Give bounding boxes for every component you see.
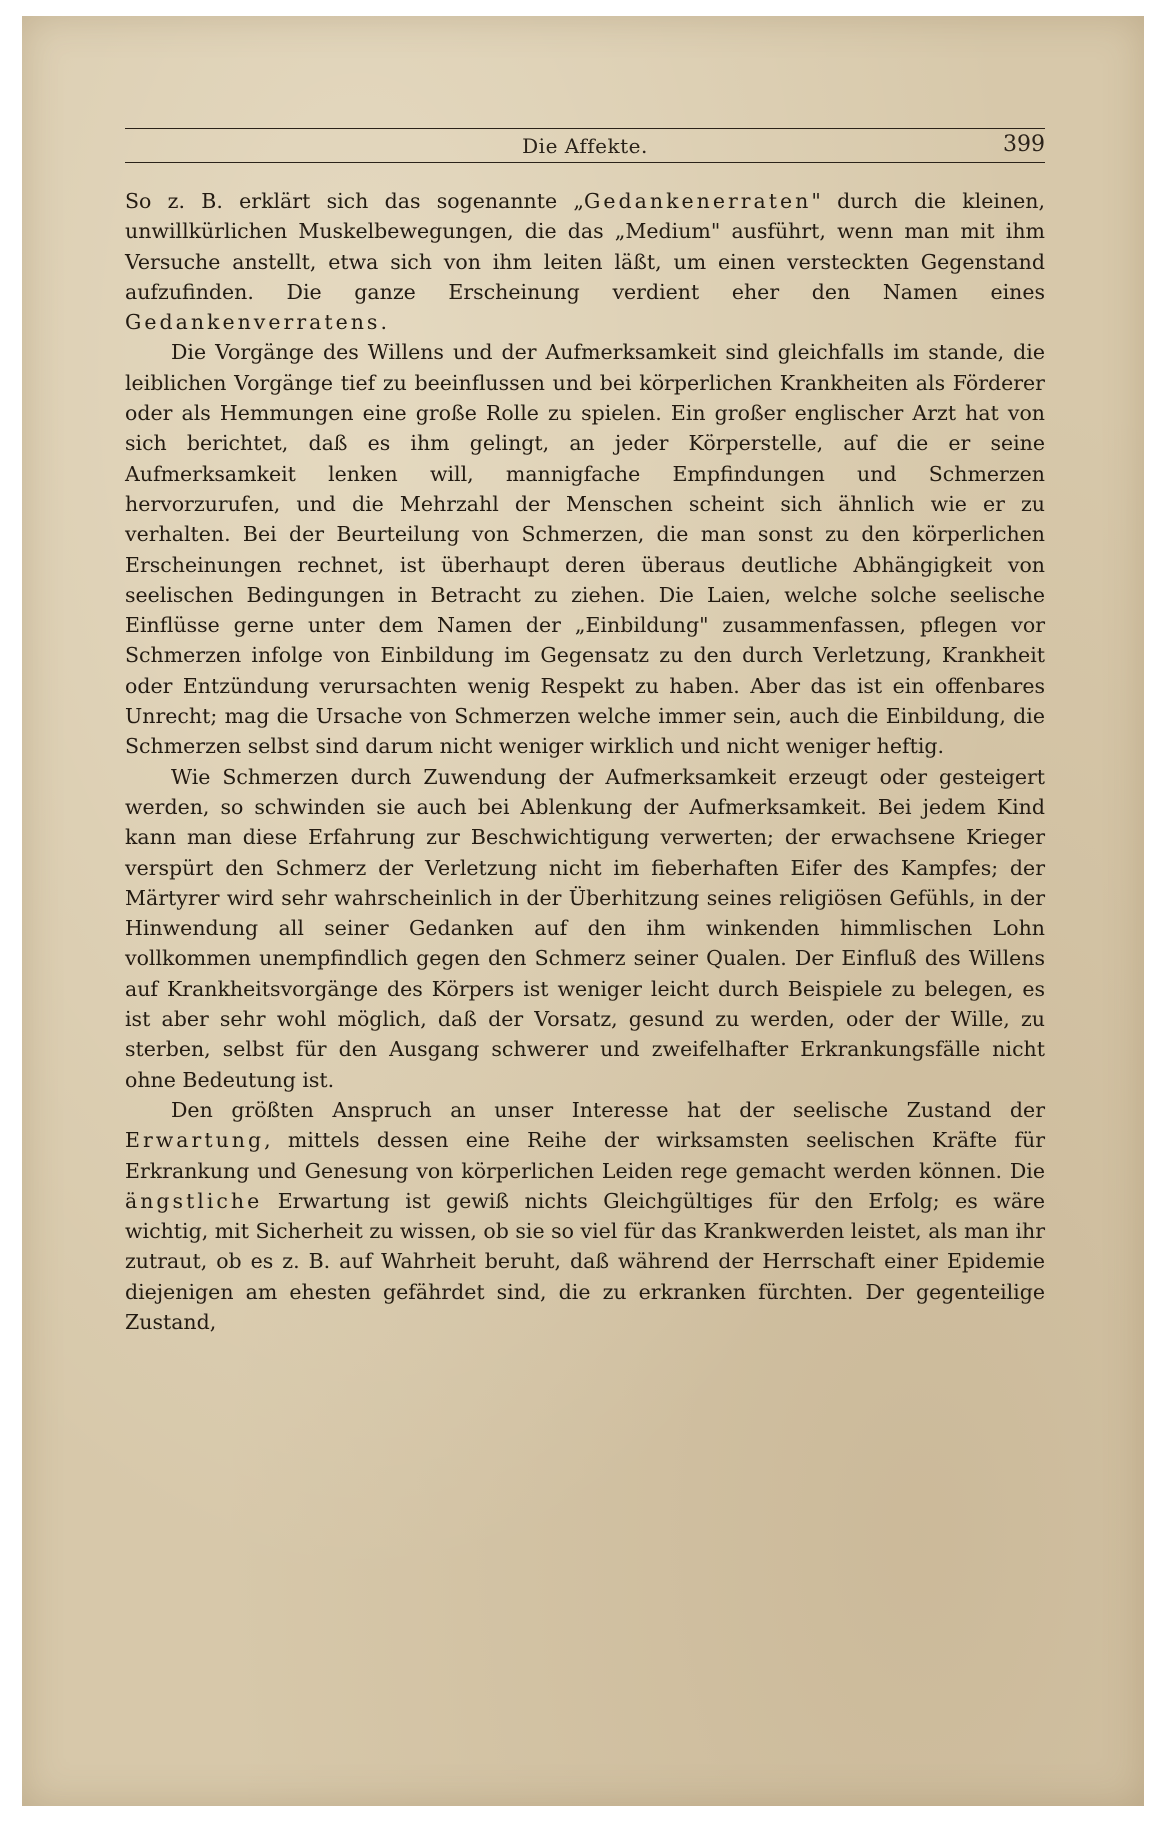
paragraph-4-part-a: Den größten Anspruch an unser Interesse hat der seelische Zustand der — [171, 1097, 1045, 1122]
emphasis-gedankenerraten: Gedankenerraten — [584, 189, 812, 213]
paragraph-1 — [125, 186, 1045, 337]
paragraph-3: Wie Schmerzen durch Zuwendung der Aufmerksamkeit erzeugt oder gesteigert werden, so schwinden sie auch bei Ablenkung der Aufmerksamkeit. Bei jedem Kind kann man diese Erfahrung zur Beschwichtigung verwerten; der erwachsene Krieger verspürt den Schmerz der Verletzung nicht im fieberhaften Eifer des Kampfes; der Märtyrer wird sehr wahrscheinlich in der Überhitzung seines religiösen Gefühls, in der Hinwendung all seiner Gedanken auf den ihm winkenden himmlischen Lohn vollkommen unempfindlich gegen den Schmerz seiner Qualen. Der Einfluß des Willens auf Krankheitsvorgänge des Körpers ist weniger leicht durch Beispiele zu belegen, es ist aber sehr wohl möglich, daß der Vorsatz, gesund zu werden, oder der Wille, zu sterben, selbst für den Ausgang schwerer und zweifelhafter Erkrankungsfälle nicht ohne Bedeutung ist. — [125, 764, 1045, 1092]
paragraph-2: Die Vorgänge des Willens und der Aufmerksamkeit sind gleichfalls im stande, die leiblichen Vorgänge tief zu beeinflussen und bei körperlichen Krankheiten als Förderer oder als Hemmungen eine große Rolle zu spielen. Ein großer englischer Arzt hat von sich berichtet, daß es ihm gelingt, an jeder Körperstelle, auf die er seine Aufmerksamkeit lenken will, mannigfache Empfindungen und Schmerzen hervorzurufen, und die Mehrzahl der Menschen scheint sich ähnlich wie er zu verhalten. Bei der Beurteilung von Schmerzen, die man sonst zu den körperlichen Erscheinungen rechnet, ist überhaupt deren überaus deutliche Abhängigkeit von seelischen Bedingungen in Betracht zu ziehen. Die Laien, welche solche seelische Einflüsse gerne unter dem Namen der „Einbildung" zusammenfassen, pflegen vor Schmerzen infolge von Einbildung im Gegensatz zu den durch Verletzung, Krankheit oder Entzündung verursachten wenig Respekt zu haben. Aber das ist ein offenbares Unrecht; mag die Ursache von Schmerzen welche immer sein, auch die Einbildung, die Schmerzen selbst sind darum nicht weniger wirklich und nicht weniger heftig. — [125, 340, 1045, 759]
paragraph-4-part-c: , mittels dessen eine Reihe der wirksamsten seelischen Kräfte für Erkrankung und Genesung von körperlichen Leiden rege gemacht werden können. Die — [125, 1128, 1045, 1183]
running-title: Die Affekte. — [522, 134, 648, 158]
body-text — [125, 186, 1045, 1337]
header-rule-top — [125, 128, 1045, 129]
paragraph-1-part-a: So z. B. erklärt sich das sogenannte „ — [125, 189, 585, 213]
emphasis-aengstliche: ängstliche — [125, 1188, 263, 1213]
paragraph-1-part-e: . — [380, 310, 387, 335]
paragraph-4 — [125, 1095, 1045, 1337]
page-header — [125, 116, 1045, 164]
book-page — [22, 16, 1144, 1806]
paragraph-1-part-c: " durch die kleinen, unwillkürlichen Muskelbewegungen, die das „Medium" ausführt, wenn man mit ihm Versuche anstellt, etwa sich von ihm leiten läßt, um einen versteckten Gegenstand aufzufinden. Die ganze Erscheinung verdient eher den Namen eines — [125, 189, 1045, 304]
header-rule-bottom — [125, 162, 1045, 163]
emphasis-erwartung: Erwartung — [125, 1128, 265, 1153]
page-number: 399 — [1003, 132, 1045, 157]
paragraph-4-part-e: Erwartung ist gewiß nichts Gleichgültiges für den Erfolg; es wäre wichtig, mit Sicherheit zu wissen, ob sie so viel für das Krankwerden leistet, als man ihr zutraut, ob es z. B. auf Wahrheit beruht, daß während der Herrschaft einer Epidemie diejenigen am ehesten gefährdet sind, die zu erkranken fürchten. Der gegenteilige Zustand, — [125, 1188, 1045, 1334]
emphasis-gedankenverratens: Gedankenverratens — [125, 310, 381, 335]
